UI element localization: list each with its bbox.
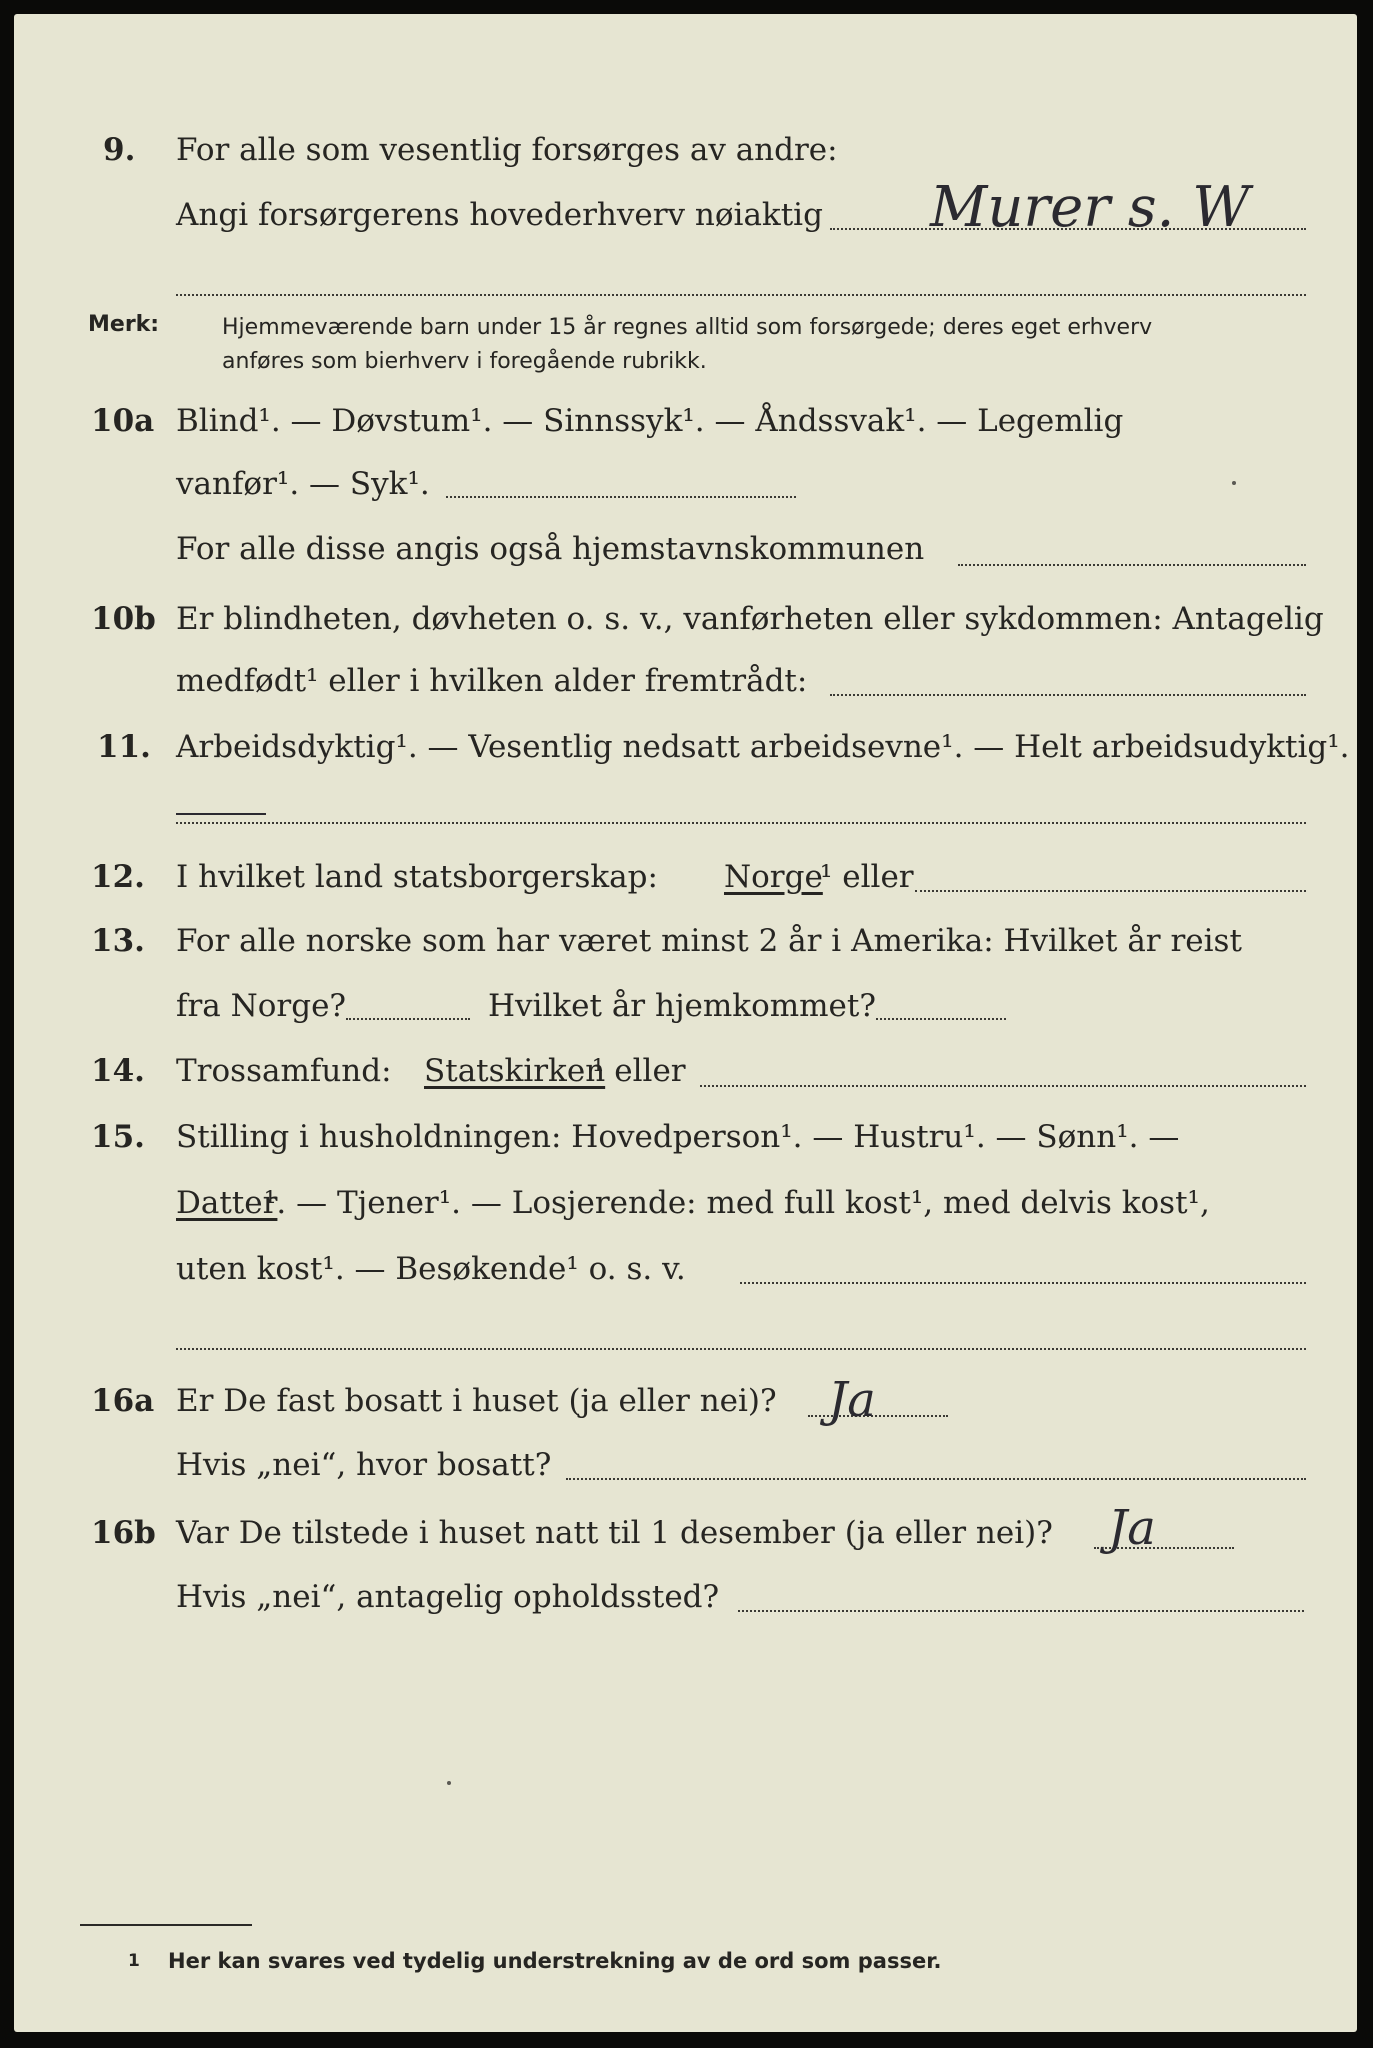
q14-statskirken-underlined: Statskirken (424, 1053, 606, 1089)
q16a-handwritten-answer: Ja (828, 1372, 876, 1428)
q16b-line2: Hvis „nei“, antagelig opholdssted? (176, 1579, 720, 1615)
q10a-line2: vanfør¹. — Syk¹. (176, 466, 430, 502)
merk-line2: anføres som bierhverv i foregående rubrikk. (222, 349, 707, 374)
q16b-opholdssted-line[interactable] (738, 1610, 1304, 1612)
q15-line2-rest: ¹. — Tjener¹. — Losjerende: med full kost¹, med delvis kost¹, (264, 1185, 1210, 1221)
q9-line2: Angi forsørgerens hovederhverv nøiaktig (176, 197, 823, 233)
q16b-handwritten-answer: Ja (1108, 1500, 1156, 1556)
q11-extra-line[interactable] (176, 822, 1306, 824)
q14-suffix: ¹ eller (592, 1053, 686, 1089)
q14-number: 14. (91, 1053, 145, 1089)
q12-number: 12. (91, 859, 145, 895)
q13-line1: For alle norske som har været minst 2 år i Amerika: Hvilket år reist (176, 923, 1242, 959)
q16a-line1: Er De fast bosatt i huset (ja eller nei)? (176, 1383, 777, 1419)
q11-handwritten-mark (176, 813, 266, 815)
footnote-mark: 1 (128, 1951, 140, 1971)
q15-number: 15. (91, 1119, 145, 1155)
q9-handwritten-answer: Murer s. W (930, 175, 1250, 240)
q14-trossamfund-line[interactable] (700, 1085, 1306, 1087)
q12-norge-underlined: Norge (724, 859, 823, 895)
q12-prefix: I hvilket land statsborgerskap: (176, 859, 658, 895)
q15-datter-underlined: Datter (176, 1185, 278, 1221)
footnote-rule (80, 1924, 252, 1926)
q12-country-line[interactable] (915, 890, 1306, 892)
q16a-bosatt-line[interactable] (566, 1478, 1306, 1480)
footnote-text: Her kan svares ved tydelig understrekning av de ord som passer. (168, 1949, 942, 1973)
q10b-line1: Er blindheten, døvheten o. s. v., vanførheten eller sykdommen: Antagelig (176, 601, 1324, 637)
paper-speck (1232, 481, 1236, 485)
q16a-number: 16a (91, 1383, 155, 1419)
q13-line2a: fra Norge? (176, 988, 347, 1024)
q10a-syk-line[interactable] (446, 496, 796, 498)
q10a-line1: Blind¹. — Døvstum¹. — Sinnssyk¹. — Åndssvak¹. — Legemlig (176, 403, 1124, 439)
q15-extra-line[interactable] (176, 1348, 1306, 1350)
q11-number: 11. (97, 729, 151, 765)
q16b-line1: Var De tilstede i huset natt til 1 desember (ja eller nei)? (176, 1515, 1053, 1551)
q15-line3: uten kost¹. — Besøkende¹ o. s. v. (176, 1251, 686, 1287)
q16b-number: 16b (91, 1515, 156, 1551)
q10a-line3: For alle disse angis også hjemstavnskommunen (176, 531, 925, 567)
merk-label: Merk: (88, 312, 160, 337)
q15-line1: Stilling i husholdningen: Hovedperson¹. — Hustru¹. — Sønn¹. — (176, 1119, 1180, 1155)
q11-line1: Arbeidsdyktig¹. — Vesentlig nedsatt arbeidsevne¹. — Helt arbeidsudyktig¹. (176, 729, 1350, 765)
q9-number: 9. (103, 132, 136, 168)
q10a-number: 10a (91, 403, 155, 439)
q14-prefix: Trossamfund: (176, 1053, 392, 1089)
q13-hjemkommet-line[interactable] (876, 1018, 1006, 1020)
q9-line1: For alle som vesentlig forsørges av andre: (176, 132, 838, 168)
q13-number: 13. (91, 923, 145, 959)
q13-line2b: Hvilket år hjemkommet? (488, 988, 876, 1024)
q10b-number: 10b (91, 601, 156, 637)
q15-besokende-line[interactable] (740, 1282, 1306, 1284)
merk-line1: Hjemmeværende barn under 15 år regnes alltid som forsørgede; deres eget erhverv (222, 315, 1153, 340)
q9-extra-line[interactable] (176, 294, 1306, 296)
q13-reist-line[interactable] (346, 1018, 470, 1020)
q10a-kommune-line[interactable] (958, 564, 1306, 566)
q16a-line2: Hvis „nei“, hvor bosatt? (176, 1447, 552, 1483)
paper-speck (447, 1781, 451, 1785)
q10b-line2: medfødt¹ eller i hvilken alder fremtrådt: (176, 663, 808, 699)
q10b-age-line[interactable] (830, 694, 1306, 696)
q12-suffix: ¹ eller (820, 859, 914, 895)
